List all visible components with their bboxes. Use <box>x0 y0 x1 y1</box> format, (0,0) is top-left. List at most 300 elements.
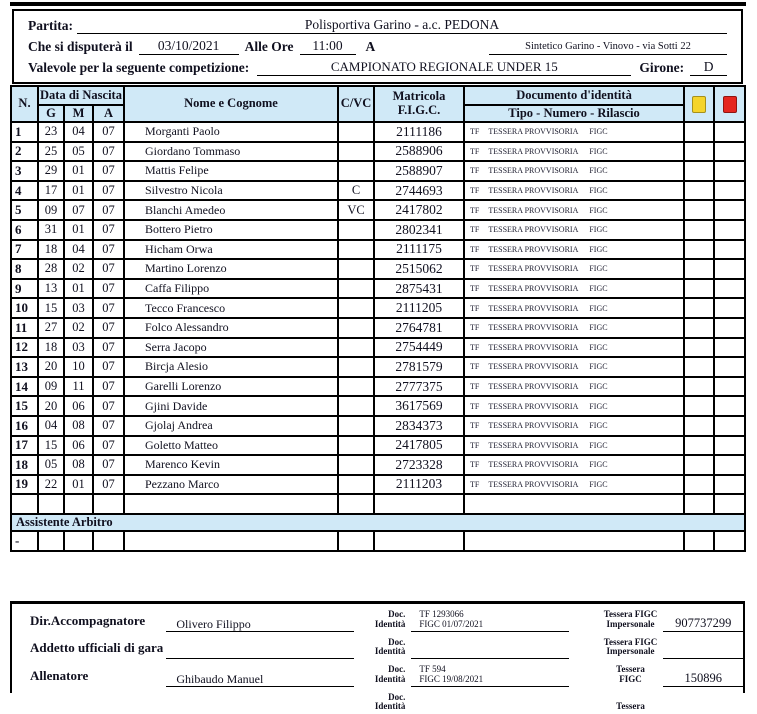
cvc-cell <box>338 298 374 318</box>
m-cell: 05 <box>64 142 93 162</box>
documento-cell: TF TESSERA PROVVISORIA FIGC <box>464 279 684 299</box>
m-cell: 04 <box>64 122 93 142</box>
red-card-icon <box>723 96 737 113</box>
documento-cell: TF TESSERA PROVVISORIA FIGC <box>464 396 684 416</box>
documento-cell: TF TESSERA PROVVISORIA FIGC <box>464 122 684 142</box>
name-cell: Martino Lorenzo <box>124 259 338 279</box>
a-cell: 07 <box>93 259 124 279</box>
partita-label: Partita: <box>28 18 73 34</box>
table-row <box>11 377 745 397</box>
tessera-value-field: 150896 <box>663 671 743 687</box>
name-cell: Serra Jacopo <box>124 338 338 358</box>
cvc-cell <box>338 396 374 416</box>
g-cell: 31 <box>38 220 64 240</box>
cvc-cell <box>338 357 374 377</box>
g-cell: 15 <box>38 436 64 456</box>
yellow-card-cell <box>684 142 714 162</box>
documento-cell <box>464 531 684 551</box>
name-cell: Caffa Filippo <box>124 279 338 299</box>
yellow-card-cell <box>684 416 714 436</box>
m-cell <box>64 531 93 551</box>
col-matricola <box>374 86 464 122</box>
red-card-cell <box>714 220 745 240</box>
g-cell: 09 <box>38 377 64 397</box>
documento-cell: TF TESSERA PROVVISORIA FIGC <box>464 220 684 240</box>
yellow-card-cell <box>684 436 714 456</box>
matricola-cell: 2744693 <box>374 181 464 201</box>
yellow-card-cell <box>684 357 714 377</box>
tessera-value-field <box>663 643 743 659</box>
official-name-field <box>166 699 353 714</box>
documento-cell: TF TESSERA PROVVISORIA FIGC <box>464 259 684 279</box>
doc-identita-field: TF 594 FIGC 19/08/2021 <box>411 665 568 687</box>
n-cell: 8 <box>11 259 38 279</box>
matricola-cell: 2754449 <box>374 338 464 358</box>
g-cell: 23 <box>38 122 64 142</box>
table-row <box>11 318 745 338</box>
documento-cell: TF TESSERA PROVVISORIA FIGC <box>464 455 684 475</box>
yellow-card-cell <box>684 455 714 475</box>
n-cell: 15 <box>11 396 38 416</box>
table-row <box>11 181 745 201</box>
tessera-label: Tessera FIGC <box>600 665 662 686</box>
doc-identita-label: Doc. Identità <box>368 693 406 714</box>
at-label: A <box>366 39 376 55</box>
m-cell <box>64 494 93 514</box>
table-row <box>11 200 745 220</box>
table-row <box>11 259 745 279</box>
time-label: Alle Ore <box>245 39 294 55</box>
matricola-cell: 2764781 <box>374 318 464 338</box>
red-card-cell <box>714 259 745 279</box>
a-cell: 07 <box>93 416 124 436</box>
players-tbody <box>11 122 745 514</box>
name-cell: Tecco Francesco <box>124 298 338 318</box>
table-row <box>11 436 745 456</box>
table-row <box>11 455 745 475</box>
n-cell: - <box>11 531 38 551</box>
cvc-cell <box>338 220 374 240</box>
g-cell: 17 <box>38 181 64 201</box>
documento-cell: TF TESSERA PROVVISORIA FIGC <box>464 181 684 201</box>
red-card-cell <box>714 318 745 338</box>
n-cell: 7 <box>11 240 38 260</box>
a-cell: 07 <box>93 142 124 162</box>
m-cell: 01 <box>64 279 93 299</box>
m-cell: 03 <box>64 298 93 318</box>
red-card-cell <box>714 240 745 260</box>
g-cell: 13 <box>38 279 64 299</box>
documento-cell: TF TESSERA PROVVISORIA FIGC <box>464 240 684 260</box>
girone-label: Girone: <box>639 60 684 76</box>
red-card-cell <box>714 200 745 220</box>
n-cell: 3 <box>11 161 38 181</box>
matricola-cell: 2417802 <box>374 200 464 220</box>
table-row <box>11 416 745 436</box>
col-m: M <box>64 105 93 122</box>
n-cell: 9 <box>11 279 38 299</box>
g-cell: 09 <box>38 200 64 220</box>
g-cell: 05 <box>38 455 64 475</box>
matricola-cell: 2588907 <box>374 161 464 181</box>
n-cell: 14 <box>11 377 38 397</box>
table-row <box>11 279 745 299</box>
g-cell <box>38 494 64 514</box>
col-matricola-line1: Matricola <box>375 90 463 104</box>
red-card-cell <box>714 122 745 142</box>
matricola-cell: 3617569 <box>374 396 464 416</box>
documento-cell: TF TESSERA PROVVISORIA FIGC <box>464 377 684 397</box>
tessera-label: Tessera <box>600 702 662 714</box>
date-value-field: 03/10/2021 <box>139 38 239 55</box>
a-cell: 07 <box>93 298 124 318</box>
a-cell: 07 <box>93 200 124 220</box>
matricola-cell: 2111205 <box>374 298 464 318</box>
table-row <box>11 298 745 318</box>
name-cell <box>124 531 338 551</box>
a-cell: 07 <box>93 161 124 181</box>
yellow-card-cell <box>684 377 714 397</box>
red-card-cell <box>714 436 745 456</box>
cvc-cell <box>338 377 374 397</box>
red-card-cell <box>714 338 745 358</box>
g-cell: 29 <box>38 161 64 181</box>
red-card-cell <box>714 161 745 181</box>
a-cell <box>93 494 124 514</box>
officials-section <box>10 601 745 693</box>
n-cell: 17 <box>11 436 38 456</box>
match-header <box>12 9 743 84</box>
col-red-card <box>714 86 745 122</box>
table-row <box>11 338 745 358</box>
yellow-card-cell <box>684 475 714 495</box>
matricola-cell <box>374 494 464 514</box>
col-doc-sub: Tipo - Numero - Rilascio <box>464 105 684 122</box>
competition-value-field: CAMPIONATO REGIONALE UNDER 15 <box>257 60 631 76</box>
a-cell: 07 <box>93 357 124 377</box>
m-cell: 01 <box>64 220 93 240</box>
official-row-addetto <box>12 632 743 660</box>
col-n: N. <box>11 86 38 122</box>
name-cell: Marenco Kevin <box>124 455 338 475</box>
yellow-card-cell <box>684 396 714 416</box>
n-cell: 5 <box>11 200 38 220</box>
a-cell: 07 <box>93 396 124 416</box>
tessera-value-field: 907737299 <box>663 616 743 632</box>
cvc-cell <box>338 279 374 299</box>
table-row <box>11 494 745 514</box>
a-cell: 07 <box>93 122 124 142</box>
table-row <box>11 122 745 142</box>
matricola-cell: 2781579 <box>374 357 464 377</box>
doc-identita-label: Doc. Identità <box>368 665 406 686</box>
matricola-cell: 2802341 <box>374 220 464 240</box>
yellow-card-cell <box>684 220 714 240</box>
g-cell: 22 <box>38 475 64 495</box>
tessera-value-field <box>663 698 743 714</box>
col-yellow-card <box>684 86 714 122</box>
matricola-cell <box>374 531 464 551</box>
venue-field: Sintetico Garino - Vinovo - via Sotti 22 <box>489 41 727 55</box>
date-label: Che si disputerà il <box>28 39 133 55</box>
matricola-cell: 2111203 <box>374 475 464 495</box>
official-name-field <box>166 644 353 659</box>
documento-cell: TF TESSERA PROVVISORIA FIGC <box>464 142 684 162</box>
yellow-card-cell <box>684 161 714 181</box>
documento-cell: TF TESSERA PROVVISORIA FIGC <box>464 357 684 377</box>
yellow-card-icon <box>692 96 706 113</box>
partita-line <box>14 17 741 34</box>
m-cell: 02 <box>64 259 93 279</box>
table-row <box>11 357 745 377</box>
red-card-cell <box>714 531 745 551</box>
name-cell: Silvestro Nicola <box>124 181 338 201</box>
yellow-card-cell <box>684 259 714 279</box>
a-cell: 07 <box>93 318 124 338</box>
cvc-cell <box>338 455 374 475</box>
a-cell: 07 <box>93 240 124 260</box>
matricola-cell: 2723328 <box>374 455 464 475</box>
yellow-card-cell <box>684 318 714 338</box>
official-row-allenatore <box>12 659 743 687</box>
yellow-card-cell <box>684 200 714 220</box>
m-cell: 01 <box>64 181 93 201</box>
m-cell: 07 <box>64 200 93 220</box>
cvc-cell: VC <box>338 200 374 220</box>
g-cell: 20 <box>38 357 64 377</box>
m-cell: 08 <box>64 416 93 436</box>
official-name-field: Olivero Filippo <box>166 617 353 632</box>
col-g: G <box>38 105 64 122</box>
doc-identita-field: TF 1293066 FIGC 01/07/2021 <box>411 610 568 632</box>
n-cell: 19 <box>11 475 38 495</box>
official-row-partial <box>12 687 743 714</box>
competition-label: Valevole per la seguente competizione: <box>28 60 249 76</box>
name-cell: Pezzano Marco <box>124 475 338 495</box>
yellow-card-cell <box>684 531 714 551</box>
table-row <box>11 475 745 495</box>
col-birth: Data di Nascita <box>38 86 124 105</box>
documento-cell: TF TESSERA PROVVISORIA FIGC <box>464 436 684 456</box>
red-card-cell <box>714 142 745 162</box>
name-cell: Gjini Davide <box>124 396 338 416</box>
matricola-cell: 2111175 <box>374 240 464 260</box>
yellow-card-cell <box>684 279 714 299</box>
cvc-cell: C <box>338 181 374 201</box>
n-cell: 4 <box>11 181 38 201</box>
assistente-tbody <box>11 531 745 551</box>
a-cell: 07 <box>93 220 124 240</box>
doc-identita-field <box>411 693 568 714</box>
official-row-dirigente <box>12 604 743 632</box>
red-card-cell <box>714 455 745 475</box>
m-cell: 06 <box>64 396 93 416</box>
tessera-label: Tessera FIGC Impersonale <box>600 638 662 659</box>
assistente-band-row <box>11 514 745 531</box>
documento-cell: TF TESSERA PROVVISORIA FIGC <box>464 200 684 220</box>
yellow-card-cell <box>684 298 714 318</box>
documento-cell: TF TESSERA PROVVISORIA FIGC <box>464 318 684 338</box>
yellow-card-cell <box>684 240 714 260</box>
documento-cell: TF TESSERA PROVVISORIA FIGC <box>464 161 684 181</box>
red-card-cell <box>714 475 745 495</box>
documento-cell: TF TESSERA PROVVISORIA FIGC <box>464 475 684 495</box>
cvc-cell <box>338 436 374 456</box>
table-row <box>11 396 745 416</box>
cvc-cell <box>338 416 374 436</box>
date-line <box>14 38 741 55</box>
g-cell: 04 <box>38 416 64 436</box>
cvc-cell <box>338 161 374 181</box>
red-card-cell <box>714 298 745 318</box>
n-cell: 6 <box>11 220 38 240</box>
table-row <box>11 161 745 181</box>
cvc-cell <box>338 318 374 338</box>
m-cell: 11 <box>64 377 93 397</box>
m-cell: 10 <box>64 357 93 377</box>
red-card-cell <box>714 377 745 397</box>
red-card-cell <box>714 357 745 377</box>
m-cell: 03 <box>64 338 93 358</box>
col-a: A <box>93 105 124 122</box>
name-cell: Giordano Tommaso <box>124 142 338 162</box>
name-cell: Mattis Felipe <box>124 161 338 181</box>
col-matricola-line2: F.I.G.C. <box>375 104 463 118</box>
name-cell: Garelli Lorenzo <box>124 377 338 397</box>
partita-value-field: Polisportiva Garino - a.c. PEDONA <box>77 17 727 34</box>
name-cell: Hicham Orwa <box>124 240 338 260</box>
name-cell: Morganti Paolo <box>124 122 338 142</box>
a-cell: 07 <box>93 475 124 495</box>
cvc-cell <box>338 122 374 142</box>
table-row <box>11 220 745 240</box>
cvc-cell <box>338 142 374 162</box>
red-card-cell <box>714 396 745 416</box>
red-card-cell <box>714 279 745 299</box>
documento-cell: TF TESSERA PROVVISORIA FIGC <box>464 298 684 318</box>
n-cell: 12 <box>11 338 38 358</box>
matricola-cell: 2875431 <box>374 279 464 299</box>
tessera-label: Tessera FIGC Impersonale <box>600 610 662 631</box>
players-table-header <box>11 86 745 122</box>
g-cell: 18 <box>38 338 64 358</box>
n-cell: 10 <box>11 298 38 318</box>
cvc-cell <box>338 475 374 495</box>
top-rule <box>10 2 746 6</box>
col-documento: Documento d'identità <box>464 86 684 105</box>
n-cell: 2 <box>11 142 38 162</box>
documento-cell: TF TESSERA PROVVISORIA FIGC <box>464 416 684 436</box>
n-cell: 1 <box>11 122 38 142</box>
time-value-field: 11:00 <box>300 38 356 55</box>
red-card-cell <box>714 416 745 436</box>
g-cell: 25 <box>38 142 64 162</box>
yellow-card-cell <box>684 338 714 358</box>
official-role-label: Allenatore <box>30 668 166 687</box>
name-cell: Bottero Pietro <box>124 220 338 240</box>
table-row <box>11 142 745 162</box>
n-cell: 11 <box>11 318 38 338</box>
g-cell <box>38 531 64 551</box>
a-cell <box>93 531 124 551</box>
cvc-cell <box>338 240 374 260</box>
name-cell: Folco Alessandro <box>124 318 338 338</box>
a-cell: 07 <box>93 377 124 397</box>
m-cell: 01 <box>64 161 93 181</box>
a-cell: 07 <box>93 436 124 456</box>
g-cell: 27 <box>38 318 64 338</box>
players-table <box>10 85 746 552</box>
g-cell: 20 <box>38 396 64 416</box>
competition-line <box>14 59 741 76</box>
assistente-label: Assistente Arbitro <box>11 514 745 531</box>
a-cell: 07 <box>93 279 124 299</box>
cvc-cell <box>338 494 374 514</box>
matricola-cell: 2777375 <box>374 377 464 397</box>
n-cell: 13 <box>11 357 38 377</box>
matricola-cell: 2588906 <box>374 142 464 162</box>
m-cell: 01 <box>64 475 93 495</box>
official-role-label: Addetto ufficiali di gara <box>30 640 166 659</box>
official-name-field: Ghibaudo Manuel <box>166 672 353 687</box>
name-cell: Blanchi Amedeo <box>124 200 338 220</box>
doc-identita-label: Doc. Identità <box>368 638 406 659</box>
n-cell: 16 <box>11 416 38 436</box>
table-row <box>11 531 745 551</box>
n-cell <box>11 494 38 514</box>
matricola-cell: 2417805 <box>374 436 464 456</box>
official-role-label: Dir.Accompagnatore <box>30 613 166 632</box>
m-cell: 08 <box>64 455 93 475</box>
doc-identita-field <box>411 638 568 659</box>
name-cell: Goletto Matteo <box>124 436 338 456</box>
name-cell <box>124 494 338 514</box>
n-cell: 18 <box>11 455 38 475</box>
g-cell: 18 <box>38 240 64 260</box>
col-name: Nome e Cognome <box>124 86 338 122</box>
assistente-band <box>11 514 745 531</box>
g-cell: 15 <box>38 298 64 318</box>
girone-value-field: D <box>690 59 727 76</box>
m-cell: 06 <box>64 436 93 456</box>
matricola-cell: 2111186 <box>374 122 464 142</box>
m-cell: 04 <box>64 240 93 260</box>
name-cell: Bircja Alesio <box>124 357 338 377</box>
table-row <box>11 240 745 260</box>
matricola-cell: 2515062 <box>374 259 464 279</box>
g-cell: 28 <box>38 259 64 279</box>
cvc-cell <box>338 338 374 358</box>
red-card-cell <box>714 181 745 201</box>
yellow-card-cell <box>684 494 714 514</box>
a-cell: 07 <box>93 181 124 201</box>
yellow-card-cell <box>684 122 714 142</box>
matricola-cell: 2834373 <box>374 416 464 436</box>
yellow-card-cell <box>684 181 714 201</box>
cvc-cell <box>338 259 374 279</box>
doc-identita-label: Doc. Identità <box>368 610 406 631</box>
documento-cell: TF TESSERA PROVVISORIA FIGC <box>464 338 684 358</box>
red-card-cell <box>714 494 745 514</box>
cvc-cell <box>338 531 374 551</box>
documento-cell <box>464 494 684 514</box>
players-table-wrap <box>10 85 746 552</box>
m-cell: 02 <box>64 318 93 338</box>
a-cell: 07 <box>93 455 124 475</box>
name-cell: Gjolaj Andrea <box>124 416 338 436</box>
a-cell: 07 <box>93 338 124 358</box>
col-cvc: C/VC <box>338 86 374 122</box>
